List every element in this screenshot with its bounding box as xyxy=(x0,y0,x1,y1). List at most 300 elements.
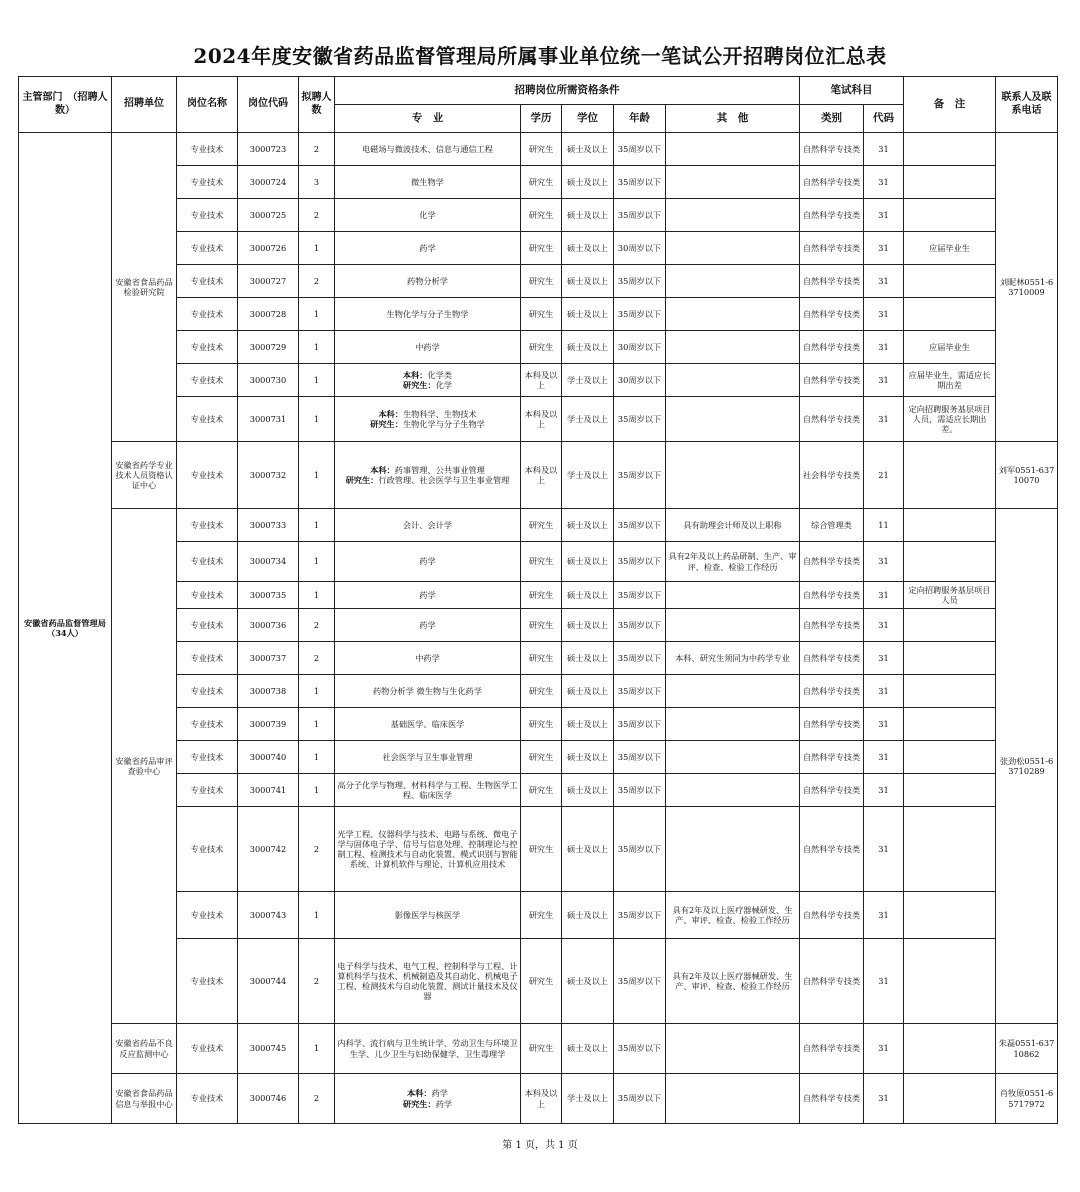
post-code-cell: 3000737 xyxy=(238,642,299,675)
remark-cell: 定向招聘服务基层项目人员 xyxy=(904,582,996,609)
unit-cell: 安徽省药品不良反应监测中心 xyxy=(112,1024,177,1074)
other-cell: 本科、研究生须同为中药学专业 xyxy=(666,642,800,675)
major-cell: 药物分析学 微生物与生化药学 xyxy=(335,675,521,708)
count-cell: 1 xyxy=(299,675,335,708)
other-cell xyxy=(666,166,800,199)
unit-cell: 安徽省食品药品信息与举报中心 xyxy=(112,1074,177,1124)
degree-cell: 硕士及以上 xyxy=(562,166,614,199)
post-code-cell: 3000735 xyxy=(238,582,299,609)
major-text: 药学 xyxy=(431,1088,448,1099)
age-cell: 35周岁以下 xyxy=(614,675,666,708)
age-cell: 35周岁以下 xyxy=(614,397,666,442)
count-cell: 1 xyxy=(299,708,335,741)
major-cell: 中药学 xyxy=(335,331,521,364)
post-code-cell: 3000741 xyxy=(238,774,299,807)
post-name-cell: 专业技术 xyxy=(177,364,238,397)
degree-cell: 硕士及以上 xyxy=(562,708,614,741)
remark-cell xyxy=(904,298,996,331)
remark-cell xyxy=(904,1074,996,1124)
degree-cell: 硕士及以上 xyxy=(562,675,614,708)
education-cell: 本科及以上 xyxy=(521,397,562,442)
exam-code-cell: 31 xyxy=(864,708,904,741)
count-cell: 2 xyxy=(299,807,335,892)
exam-code-cell: 31 xyxy=(864,1024,904,1074)
count-cell: 2 xyxy=(299,265,335,298)
education-cell: 研究生 xyxy=(521,232,562,265)
post-code-cell: 3000731 xyxy=(238,397,299,442)
other-cell xyxy=(666,397,800,442)
exam-code-cell: 31 xyxy=(864,741,904,774)
education-cell: 研究生 xyxy=(521,774,562,807)
age-cell: 35周岁以下 xyxy=(614,509,666,542)
exam-code-cell: 31 xyxy=(864,133,904,166)
remark-cell xyxy=(904,642,996,675)
post-code-cell: 3000746 xyxy=(238,1074,299,1124)
header-unit: 招聘单位 xyxy=(112,77,177,133)
header-exam: 笔试科目 xyxy=(800,77,904,105)
exam-category-cell: 自然科学专技类 xyxy=(800,232,864,265)
major-cell: 药学 xyxy=(335,582,521,609)
major-cell: 微生物学 xyxy=(335,166,521,199)
remark-cell xyxy=(904,708,996,741)
exam-category-cell: 自然科学专技类 xyxy=(800,265,864,298)
count-cell: 1 xyxy=(299,542,335,582)
exam-category-cell: 自然科学专技类 xyxy=(800,1074,864,1124)
post-code-cell: 3000725 xyxy=(238,199,299,232)
header-dept: 主管部门 （招聘人数） xyxy=(19,77,112,133)
age-cell: 35周岁以下 xyxy=(614,774,666,807)
other-cell xyxy=(666,265,800,298)
count-cell: 1 xyxy=(299,509,335,542)
post-name-cell: 专业技术 xyxy=(177,442,238,509)
remark-cell: 应届毕业生 xyxy=(904,232,996,265)
degree-cell: 学士及以上 xyxy=(562,1074,614,1124)
other-cell xyxy=(666,609,800,642)
major-cell: 影像医学与核医学 xyxy=(335,892,521,939)
post-name-cell: 专业技术 xyxy=(177,199,238,232)
header-post-code: 岗位代码 xyxy=(238,77,299,133)
other-cell xyxy=(666,199,800,232)
remark-cell xyxy=(904,939,996,1024)
age-cell: 35周岁以下 xyxy=(614,133,666,166)
table-row xyxy=(19,1074,1058,1124)
degree-cell: 学士及以上 xyxy=(562,442,614,509)
degree-cell: 硕士及以上 xyxy=(562,892,614,939)
major-cell xyxy=(335,442,521,509)
remark-cell xyxy=(904,774,996,807)
count-cell: 2 xyxy=(299,133,335,166)
education-cell: 研究生 xyxy=(521,807,562,892)
exam-code-cell: 31 xyxy=(864,542,904,582)
contact-cell: 刘军0551-63710070 xyxy=(996,442,1058,509)
age-cell: 35周岁以下 xyxy=(614,939,666,1024)
major-cell: 电子科学与技术、电气工程、控制科学与工程、计算机科学与技术、机械制造及其自动化、机械电子工程、检测技术与自动化装置、测试计量技术及仪器 xyxy=(335,939,521,1024)
exam-category-cell: 自然科学专技类 xyxy=(800,298,864,331)
major-text: 行政管理、社会医学与卫生事业管理 xyxy=(378,475,510,485)
other-cell xyxy=(666,807,800,892)
remark-cell xyxy=(904,741,996,774)
post-name-cell: 专业技术 xyxy=(177,397,238,442)
remark-cell xyxy=(904,807,996,892)
post-code-cell: 3000728 xyxy=(238,298,299,331)
exam-code-cell: 31 xyxy=(864,166,904,199)
post-name-cell: 专业技术 xyxy=(177,892,238,939)
major-level-label: 本科： xyxy=(378,408,403,419)
count-cell: 1 xyxy=(299,298,335,331)
count-cell: 2 xyxy=(299,199,335,232)
exam-category-cell: 自然科学专技类 xyxy=(800,939,864,1024)
post-code-cell: 3000727 xyxy=(238,265,299,298)
age-cell: 35周岁以下 xyxy=(614,199,666,232)
exam-category-cell: 自然科学专技类 xyxy=(800,199,864,232)
table-row xyxy=(19,1024,1058,1074)
age-cell: 30周岁以下 xyxy=(614,232,666,265)
other-cell xyxy=(666,1074,800,1124)
department-cell: 安徽省药品监督管理局（34人） xyxy=(19,133,112,1124)
header-post-name: 岗位名称 xyxy=(177,77,238,133)
degree-cell: 硕士及以上 xyxy=(562,199,614,232)
major-level-label: 研究生： xyxy=(345,475,379,485)
count-cell: 1 xyxy=(299,331,335,364)
age-cell: 35周岁以下 xyxy=(614,1074,666,1124)
education-cell: 研究生 xyxy=(521,133,562,166)
age-cell: 35周岁以下 xyxy=(614,807,666,892)
header-age: 年龄 xyxy=(614,105,666,133)
post-name-cell: 专业技术 xyxy=(177,1024,238,1074)
age-cell: 35周岁以下 xyxy=(614,741,666,774)
degree-cell: 硕士及以上 xyxy=(562,1024,614,1074)
count-cell: 1 xyxy=(299,1024,335,1074)
education-cell: 研究生 xyxy=(521,675,562,708)
degree-cell: 硕士及以上 xyxy=(562,642,614,675)
degree-cell: 硕士及以上 xyxy=(562,298,614,331)
post-code-cell: 3000726 xyxy=(238,232,299,265)
age-cell: 35周岁以下 xyxy=(614,642,666,675)
post-name-cell: 专业技术 xyxy=(177,939,238,1024)
post-code-cell: 3000729 xyxy=(238,331,299,364)
count-cell: 1 xyxy=(299,232,335,265)
degree-cell: 硕士及以上 xyxy=(562,939,614,1024)
degree-cell: 硕士及以上 xyxy=(562,232,614,265)
header-code: 代码 xyxy=(864,105,904,133)
post-name-cell: 专业技术 xyxy=(177,675,238,708)
education-cell: 研究生 xyxy=(521,298,562,331)
remark-cell: 应届毕业生，需适应长期出差 xyxy=(904,364,996,397)
exam-code-cell: 11 xyxy=(864,509,904,542)
education-cell: 研究生 xyxy=(521,1024,562,1074)
post-name-cell: 专业技术 xyxy=(177,582,238,609)
education-cell: 研究生 xyxy=(521,609,562,642)
major-level-label: 研究生： xyxy=(402,1098,436,1109)
exam-category-cell: 自然科学专技类 xyxy=(800,331,864,364)
unit-cell: 安徽省药品审评查验中心 xyxy=(112,509,177,1024)
major-cell: 会计、会计学 xyxy=(335,509,521,542)
post-name-cell: 专业技术 xyxy=(177,542,238,582)
education-cell: 研究生 xyxy=(521,741,562,774)
education-cell: 研究生 xyxy=(521,542,562,582)
post-code-cell: 3000740 xyxy=(238,741,299,774)
exam-code-cell: 31 xyxy=(864,298,904,331)
major-cell: 中药学 xyxy=(335,642,521,675)
major-level-label: 本科： xyxy=(402,369,428,380)
exam-code-cell: 31 xyxy=(864,1074,904,1124)
other-cell xyxy=(666,741,800,774)
major-line xyxy=(337,380,518,390)
exam-category-cell: 自然科学专技类 xyxy=(800,397,864,442)
major-text: 化学类 xyxy=(427,369,453,380)
exam-category-cell: 自然科学专技类 xyxy=(800,166,864,199)
other-cell xyxy=(666,774,800,807)
major-cell: 基础医学、临床医学 xyxy=(335,708,521,741)
exam-code-cell: 31 xyxy=(864,807,904,892)
post-code-cell: 3000734 xyxy=(238,542,299,582)
major-level-label: 研究生： xyxy=(402,380,436,390)
remark-cell xyxy=(904,199,996,232)
post-code-cell: 3000723 xyxy=(238,133,299,166)
count-cell: 1 xyxy=(299,442,335,509)
major-cell: 高分子化学与物理、材料科学与工程、生物医学工程、临床医学 xyxy=(335,774,521,807)
age-cell: 35周岁以下 xyxy=(614,892,666,939)
post-code-cell: 3000742 xyxy=(238,807,299,892)
major-text: 药事管理、公共事业管理 xyxy=(394,464,485,475)
table-row xyxy=(19,133,1058,166)
post-code-cell: 3000745 xyxy=(238,1024,299,1074)
header-other: 其 他 xyxy=(666,105,800,133)
major-line xyxy=(337,419,518,429)
education-cell: 研究生 xyxy=(521,331,562,364)
degree-cell: 硕士及以上 xyxy=(562,509,614,542)
exam-category-cell: 自然科学专技类 xyxy=(800,774,864,807)
header-category: 类别 xyxy=(800,105,864,133)
post-code-cell: 3000738 xyxy=(238,675,299,708)
degree-cell: 硕士及以上 xyxy=(562,807,614,892)
other-cell xyxy=(666,1024,800,1074)
other-cell xyxy=(666,133,800,166)
header-qualifications: 招聘岗位所需资格条件 xyxy=(335,77,800,105)
exam-code-cell: 31 xyxy=(864,609,904,642)
education-cell: 研究生 xyxy=(521,892,562,939)
major-cell xyxy=(335,1074,521,1124)
major-cell xyxy=(335,397,521,442)
post-name-cell: 专业技术 xyxy=(177,609,238,642)
remark-cell xyxy=(904,1024,996,1074)
other-cell xyxy=(666,331,800,364)
major-cell: 生物化学与分子生物学 xyxy=(335,298,521,331)
other-cell xyxy=(666,582,800,609)
remark-cell xyxy=(904,892,996,939)
exam-code-cell: 31 xyxy=(864,397,904,442)
exam-code-cell: 31 xyxy=(864,265,904,298)
major-line xyxy=(337,1099,518,1109)
major-level-label: 本科： xyxy=(370,464,395,475)
remark-cell xyxy=(904,133,996,166)
remark-cell xyxy=(904,542,996,582)
remark-cell xyxy=(904,509,996,542)
page-title: 2024年度安徽省药品监督管理局所属事业单位统一笔试公开招聘岗位汇总表 xyxy=(193,44,887,68)
other-cell xyxy=(666,232,800,265)
other-cell: 具有2年及以上医疗器械研发、生产、审评、检查、检验工作经历 xyxy=(666,892,800,939)
exam-category-cell: 自然科学专技类 xyxy=(800,609,864,642)
post-name-cell: 专业技术 xyxy=(177,708,238,741)
count-cell: 2 xyxy=(299,642,335,675)
count-cell: 2 xyxy=(299,609,335,642)
unit-cell: 安徽省药学专业技术人员资格认证中心 xyxy=(112,442,177,509)
major-text: 生物科学、生物技术 xyxy=(402,408,477,419)
exam-code-cell: 31 xyxy=(864,232,904,265)
post-code-cell: 3000744 xyxy=(238,939,299,1024)
education-cell: 本科及以上 xyxy=(521,1074,562,1124)
major-cell: 药学 xyxy=(335,609,521,642)
exam-category-cell: 自然科学专技类 xyxy=(800,582,864,609)
degree-cell: 硕士及以上 xyxy=(562,542,614,582)
age-cell: 35周岁以下 xyxy=(614,609,666,642)
contact-cell: 朱磊0551-63710862 xyxy=(996,1024,1058,1074)
education-cell: 研究生 xyxy=(521,166,562,199)
remark-cell: 应届毕业生 xyxy=(904,331,996,364)
exam-category-cell: 综合管理类 xyxy=(800,509,864,542)
post-name-cell: 专业技术 xyxy=(177,265,238,298)
header-count: 拟聘人数 xyxy=(299,77,335,133)
other-cell xyxy=(666,364,800,397)
post-code-cell: 3000724 xyxy=(238,166,299,199)
major-level-label: 研究生： xyxy=(370,419,403,429)
major-cell: 药学 xyxy=(335,542,521,582)
exam-code-cell: 31 xyxy=(864,331,904,364)
post-code-cell: 3000733 xyxy=(238,509,299,542)
exam-category-cell: 自然科学专技类 xyxy=(800,642,864,675)
count-cell: 1 xyxy=(299,397,335,442)
degree-cell: 学士及以上 xyxy=(562,364,614,397)
age-cell: 35周岁以下 xyxy=(614,708,666,741)
major-cell: 内科学、流行病与卫生统计学、劳动卫生与环境卫生学、儿少卫生与妇幼保健学、卫生毒理学 xyxy=(335,1024,521,1074)
education-cell: 研究生 xyxy=(521,582,562,609)
table-row xyxy=(19,509,1058,542)
education-cell: 研究生 xyxy=(521,509,562,542)
major-cell: 光学工程、仪器科学与技术、电路与系统、微电子学与固体电子学、信号与信息处理、控制理论与控制工程、检测技术与自动化装置、模式识别与智能系统、计算机软件与理论、计算机应用技术 xyxy=(335,807,521,892)
count-cell: 1 xyxy=(299,582,335,609)
degree-cell: 硕士及以上 xyxy=(562,331,614,364)
header-major: 专 业 xyxy=(335,105,521,133)
post-name-cell: 专业技术 xyxy=(177,642,238,675)
count-cell: 1 xyxy=(299,741,335,774)
exam-category-cell: 自然科学专技类 xyxy=(800,133,864,166)
exam-category-cell: 自然科学专技类 xyxy=(800,892,864,939)
age-cell: 35周岁以下 xyxy=(614,442,666,509)
major-text: 生物化学与分子生物学 xyxy=(402,419,485,429)
other-cell xyxy=(666,708,800,741)
count-cell: 2 xyxy=(299,939,335,1024)
degree-cell: 硕士及以上 xyxy=(562,582,614,609)
exam-category-cell: 自然科学专技类 xyxy=(800,542,864,582)
contact-cell: 肖牧原0551-65717972 xyxy=(996,1074,1058,1124)
remark-cell xyxy=(904,166,996,199)
recruitment-table xyxy=(18,76,1058,1124)
post-name-cell: 专业技术 xyxy=(177,1074,238,1124)
degree-cell: 硕士及以上 xyxy=(562,774,614,807)
exam-category-cell: 社会科学专技类 xyxy=(800,442,864,509)
age-cell: 30周岁以下 xyxy=(614,331,666,364)
other-cell: 具有助理会计师及以上职称 xyxy=(666,509,800,542)
age-cell: 35周岁以下 xyxy=(614,166,666,199)
post-code-cell: 3000736 xyxy=(238,609,299,642)
education-cell: 本科及以上 xyxy=(521,442,562,509)
other-cell: 具有2年及以上药品研制、生产、审评、检查、检验工作经历 xyxy=(666,542,800,582)
exam-code-cell: 31 xyxy=(864,364,904,397)
page-footer: 第 1 页，共 1 页 xyxy=(502,1140,578,1151)
contact-cell: 张劲松0551-63710289 xyxy=(996,509,1058,1024)
header-education: 学历 xyxy=(521,105,562,133)
major-cell: 药学 xyxy=(335,232,521,265)
exam-category-cell: 自然科学专技类 xyxy=(800,807,864,892)
exam-category-cell: 自然科学专技类 xyxy=(800,708,864,741)
major-cell: 社会医学与卫生事业管理 xyxy=(335,741,521,774)
exam-code-cell: 31 xyxy=(864,582,904,609)
exam-code-cell: 31 xyxy=(864,642,904,675)
major-cell: 电磁场与微波技术、信息与通信工程 xyxy=(335,133,521,166)
major-text: 化学 xyxy=(435,380,453,390)
major-line xyxy=(337,1088,518,1098)
post-code-cell: 3000743 xyxy=(238,892,299,939)
post-code-cell: 3000739 xyxy=(238,708,299,741)
education-cell: 研究生 xyxy=(521,708,562,741)
exam-code-cell: 31 xyxy=(864,939,904,1024)
exam-code-cell: 31 xyxy=(864,892,904,939)
age-cell: 35周岁以下 xyxy=(614,542,666,582)
age-cell: 35周岁以下 xyxy=(614,265,666,298)
education-cell: 研究生 xyxy=(521,265,562,298)
age-cell: 30周岁以下 xyxy=(614,364,666,397)
header-degree: 学位 xyxy=(562,105,614,133)
degree-cell: 硕士及以上 xyxy=(562,609,614,642)
post-name-cell: 专业技术 xyxy=(177,331,238,364)
remark-cell xyxy=(904,442,996,509)
exam-category-cell: 自然科学专技类 xyxy=(800,364,864,397)
education-cell: 研究生 xyxy=(521,199,562,232)
post-name-cell: 专业技术 xyxy=(177,774,238,807)
age-cell: 35周岁以下 xyxy=(614,298,666,331)
table-body xyxy=(19,133,1058,1124)
exam-code-cell: 21 xyxy=(864,442,904,509)
exam-code-cell: 31 xyxy=(864,199,904,232)
post-name-cell: 专业技术 xyxy=(177,298,238,331)
contact-cell: 刘昵林0551-63710009 xyxy=(996,133,1058,442)
header-remark: 备 注 xyxy=(904,77,996,133)
post-name-cell: 专业技术 xyxy=(177,509,238,542)
post-name-cell: 专业技术 xyxy=(177,807,238,892)
count-cell: 1 xyxy=(299,364,335,397)
degree-cell: 硕士及以上 xyxy=(562,741,614,774)
count-cell: 1 xyxy=(299,774,335,807)
exam-category-cell: 自然科学专技类 xyxy=(800,1024,864,1074)
unit-cell: 安徽省食品药品检验研究院 xyxy=(112,133,177,442)
count-cell: 3 xyxy=(299,166,335,199)
degree-cell: 硕士及以上 xyxy=(562,265,614,298)
major-line xyxy=(337,409,518,419)
major-cell xyxy=(335,364,521,397)
exam-code-cell: 31 xyxy=(864,675,904,708)
other-cell xyxy=(666,675,800,708)
degree-cell: 硕士及以上 xyxy=(562,133,614,166)
post-code-cell: 3000730 xyxy=(238,364,299,397)
major-level-label: 本科： xyxy=(407,1088,432,1099)
major-text: 药学 xyxy=(435,1098,453,1109)
count-cell: 2 xyxy=(299,1074,335,1124)
age-cell: 35周岁以下 xyxy=(614,1024,666,1074)
other-cell: 具有2年及以上医疗器械研发、生产、审评、检查、检验工作经历 xyxy=(666,939,800,1024)
post-name-cell: 专业技术 xyxy=(177,741,238,774)
post-code-cell: 3000732 xyxy=(238,442,299,509)
exam-category-cell: 自然科学专技类 xyxy=(800,675,864,708)
